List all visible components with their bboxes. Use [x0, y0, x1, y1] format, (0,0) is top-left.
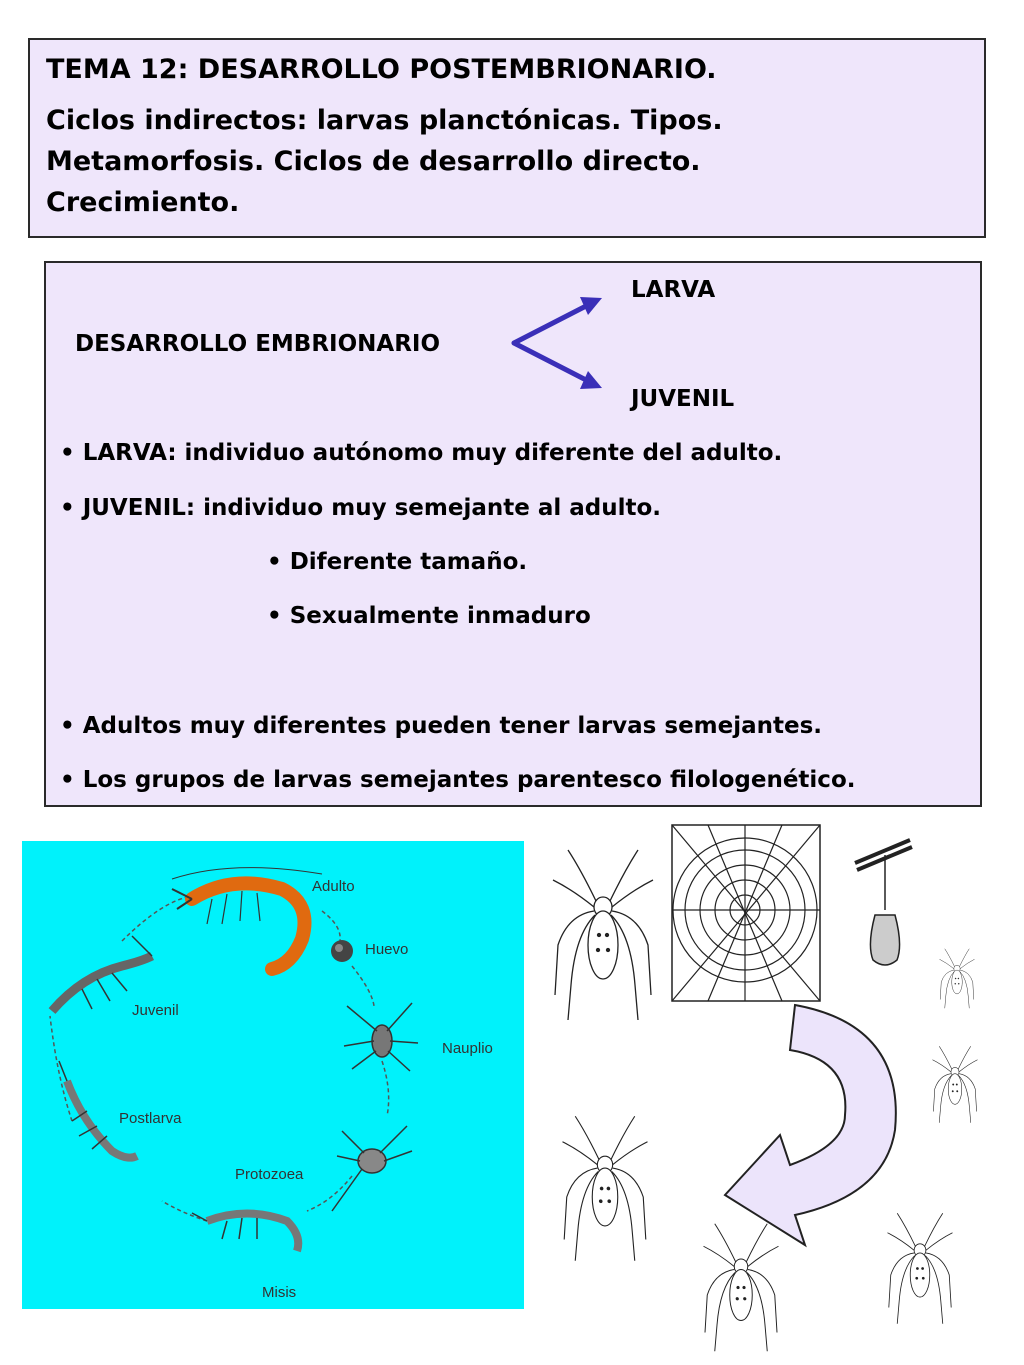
branch-arrows [508, 291, 608, 395]
shrimp-life-cycle-figure [22, 841, 524, 1309]
stage-label-adulto: Adulto [312, 878, 355, 895]
point-juvenil-size: • Diferente tamaño. [267, 547, 527, 577]
spider-juvenile-2 [704, 1224, 779, 1352]
stage-label-postlarva: Postlarva [119, 1110, 182, 1127]
spider-web [672, 825, 820, 1001]
cycle-arrow [50, 1016, 72, 1121]
protozoea-larva [332, 1126, 412, 1211]
stage-label-misis: Misis [262, 1284, 297, 1301]
juvenile-shrimp [52, 936, 152, 1011]
point-adultos: • Adultos muy diferentes pueden tener larvas semejantes. [60, 711, 822, 741]
spider-development-figure [545, 815, 1015, 1355]
juvenil-label: JUVENIL [631, 386, 735, 412]
adult-shrimp [172, 868, 322, 969]
stage-label-protozoea: Protozoea [235, 1166, 304, 1183]
spider-adult-1 [553, 850, 653, 1020]
subtitle-line-3: Crecimiento. [46, 187, 240, 218]
subtitle-line-1: Ciclos indirectos: larvas planctónicas. Tipos. [46, 105, 723, 136]
development-curved-arrow [725, 1005, 896, 1245]
egg-sac [855, 840, 912, 965]
page-title: TEMA 12: DESARROLLO POSTEMBRIONARIO. [46, 54, 717, 85]
cycle-arrow [122, 896, 192, 941]
egg [331, 940, 353, 962]
larva-label: LARVA [631, 277, 716, 303]
arrow-to-larva [514, 305, 588, 343]
point-grupos: • Los grupos de larvas semejantes parentesco filologenético. [60, 765, 855, 795]
point-juvenil: • JUVENIL: individuo muy semejante al adulto. [60, 493, 661, 523]
point-juvenil-immature: • Sexualmente inmaduro [267, 601, 591, 631]
mysis-larva [192, 1213, 298, 1251]
spiderling-1 [940, 949, 975, 1009]
title-box [28, 38, 986, 238]
subtitle-line-2: Metamorfosis. Ciclos de desarrollo directo. [46, 146, 701, 177]
content-box [44, 261, 982, 807]
cycle-arrow [382, 1061, 389, 1116]
embryonic-development-label: DESARROLLO EMBRIONARIO [75, 331, 441, 357]
stage-label-huevo: Huevo [365, 941, 409, 958]
point-larva: • LARVA: individuo autónomo muy diferente del adulto. [60, 438, 782, 468]
nauplius-larva [344, 1003, 418, 1071]
cycle-arrow [352, 966, 374, 1006]
spiderling-2 [933, 1046, 978, 1123]
cycle-arrow [322, 911, 340, 941]
spider-juvenile-3 [888, 1213, 953, 1324]
stage-label-juvenil: Juvenil [132, 1002, 179, 1019]
spider-juvenile-1 [563, 1116, 648, 1261]
arrow-to-juvenil [514, 343, 588, 381]
stage-label-nauplio: Nauplio [442, 1040, 493, 1057]
